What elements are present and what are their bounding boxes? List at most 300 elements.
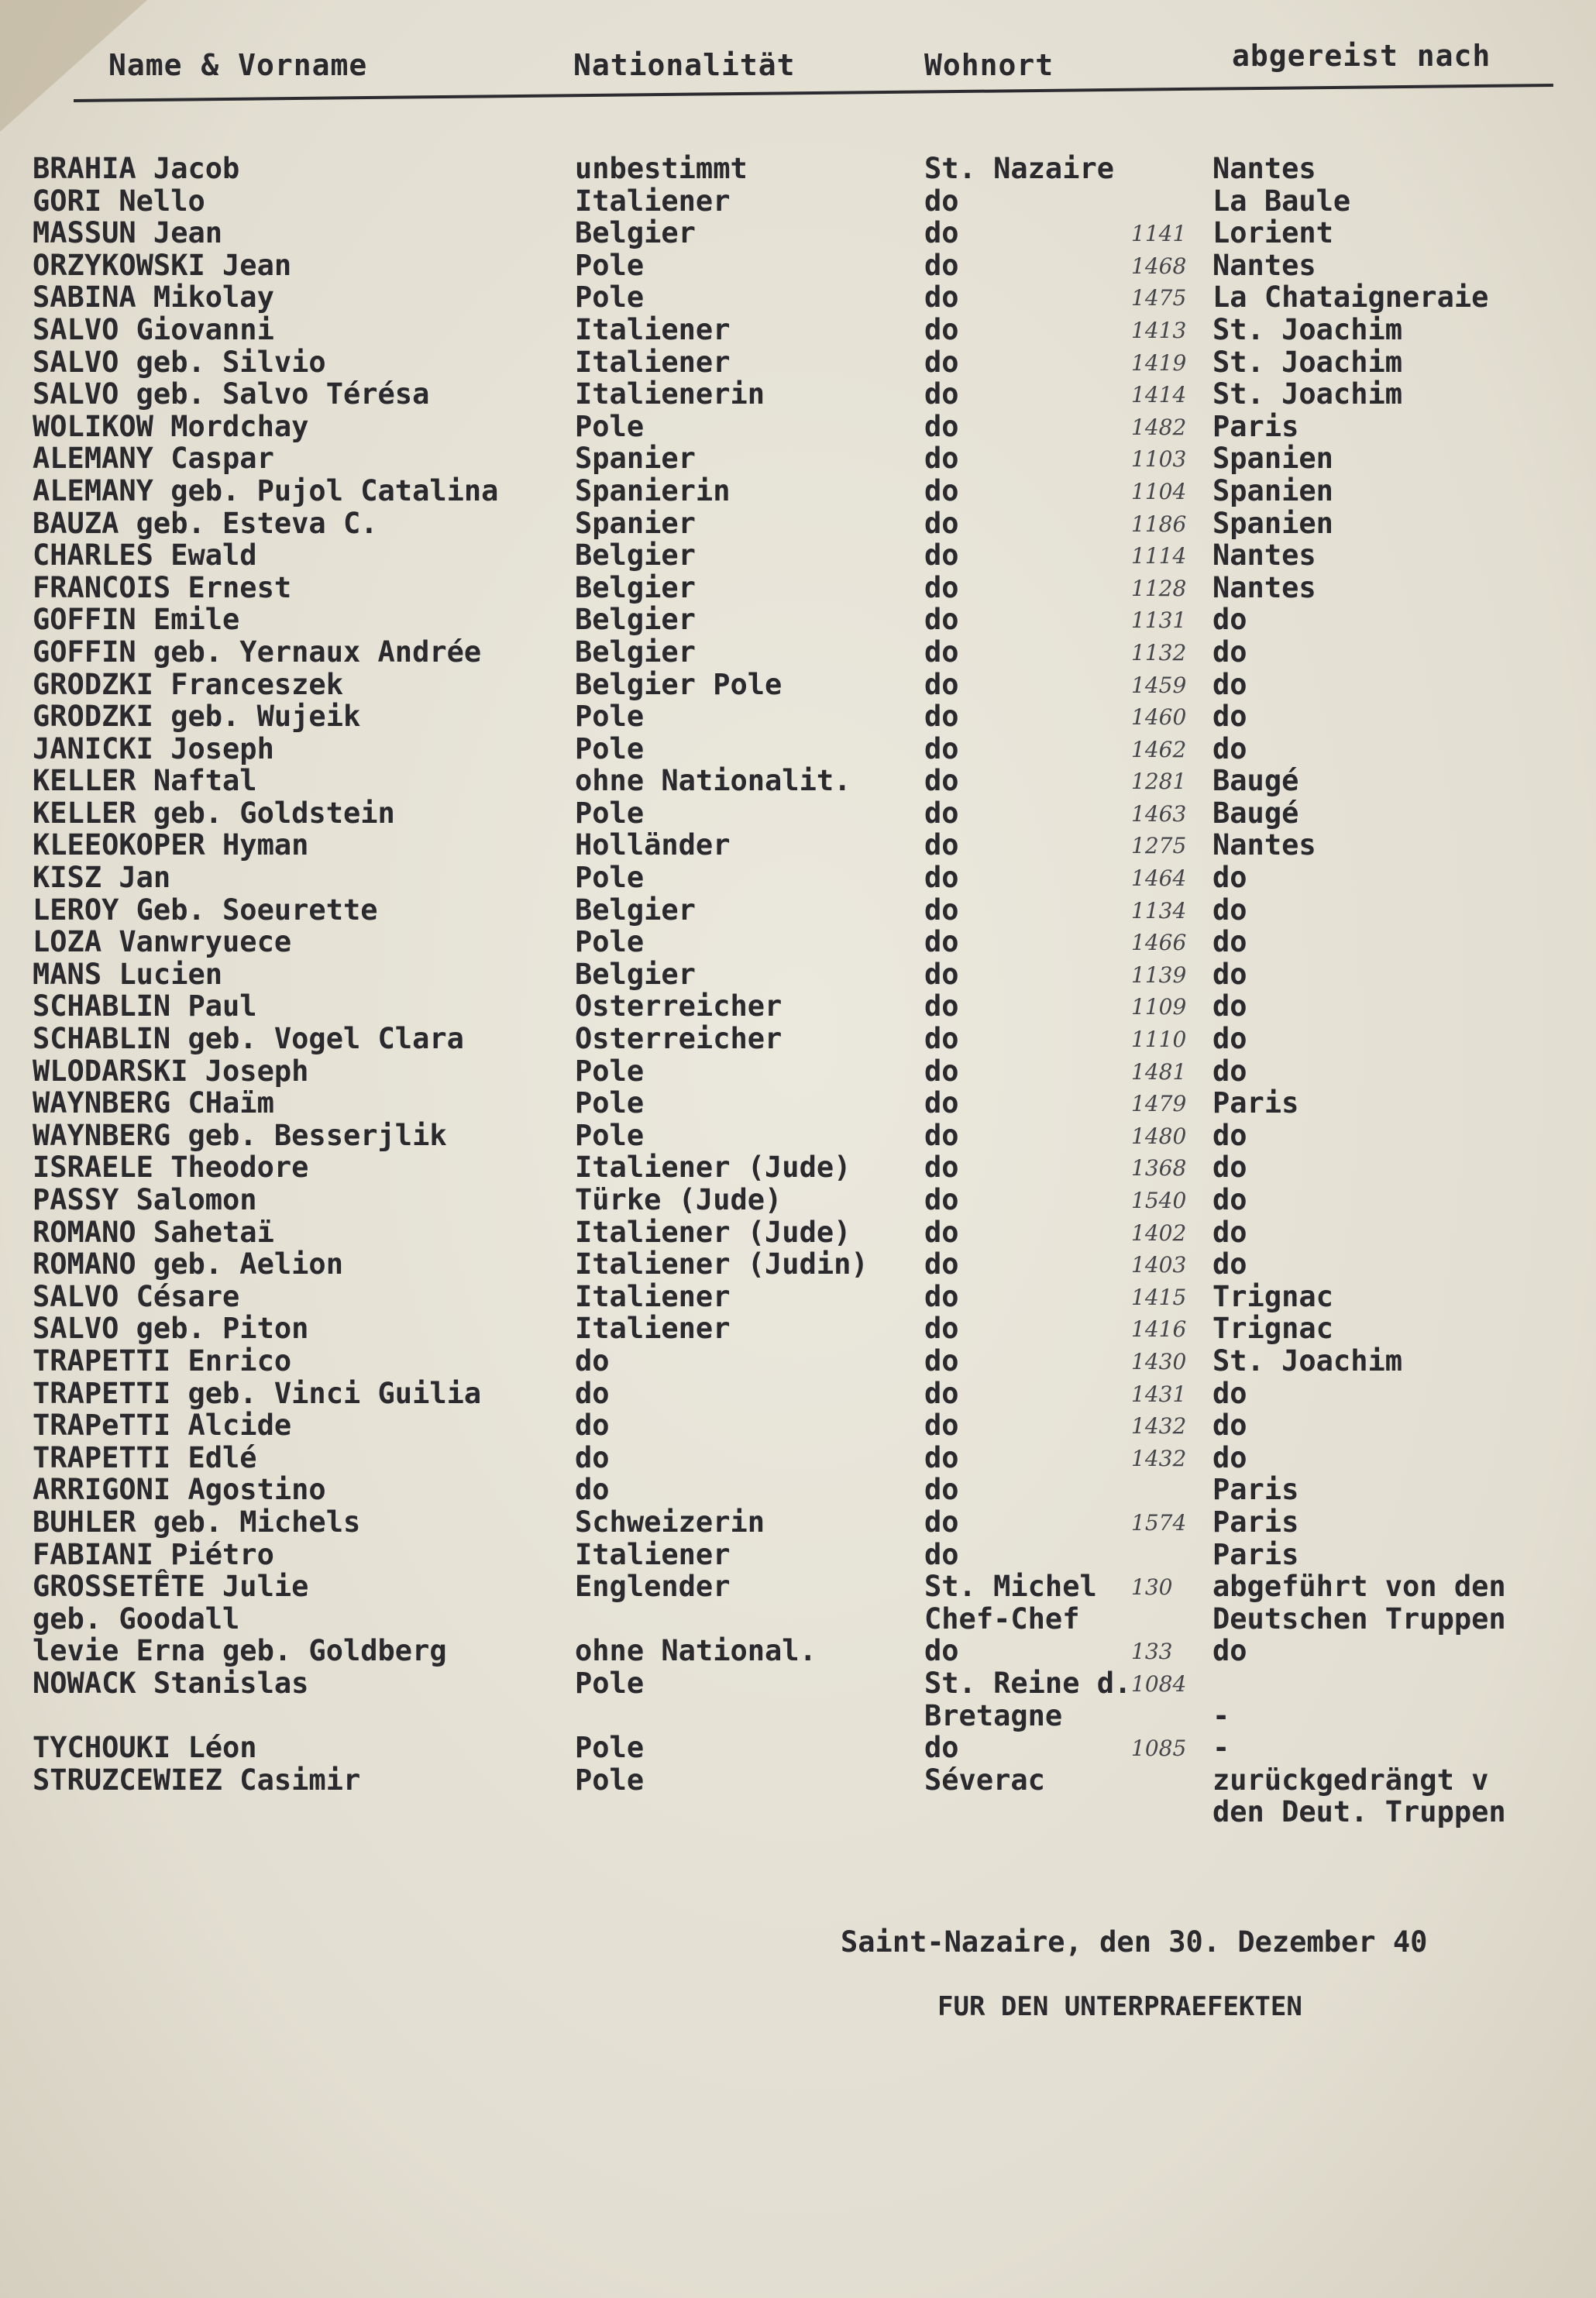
destination-cell: Lorient xyxy=(1212,216,1333,250)
handwritten-number: 1103 xyxy=(1131,446,1187,473)
person-name: levie Erna geb. Goldberg xyxy=(33,1634,447,1668)
destination-cell: Trignac xyxy=(1212,1279,1333,1313)
residence-cell: do xyxy=(924,1118,959,1152)
residence-cell: do xyxy=(924,1634,959,1668)
person-name: ARRIGONI Agostino xyxy=(33,1473,326,1507)
table-row xyxy=(0,184,1596,217)
residence-cell: do xyxy=(924,764,959,798)
table-row xyxy=(0,1151,1596,1183)
person-name: ISRAELE Theodore xyxy=(33,1151,309,1185)
handwritten-number: 1540 xyxy=(1131,1188,1187,1213)
nationality-cell: Belgier xyxy=(575,603,696,637)
header-nationality: Nationalität xyxy=(573,48,796,82)
person-name: ROMANO geb. Aelion xyxy=(33,1247,343,1281)
handwritten-number: 1475 xyxy=(1131,285,1187,311)
place-date: Saint-Nazaire, den 30. Dezember 40 xyxy=(841,1925,1428,1959)
handwritten-number: 1416 xyxy=(1131,1316,1187,1343)
destination-cell: Nantes xyxy=(1212,248,1316,282)
table-row xyxy=(0,700,1596,732)
residence-cell: do xyxy=(924,1343,959,1378)
residence-cell: do xyxy=(924,473,959,507)
handwritten-number: 1480 xyxy=(1131,1123,1187,1149)
residence-cell: do xyxy=(924,1537,959,1571)
person-name: KELLER geb. Goldstein xyxy=(33,796,395,830)
nationality-cell: do xyxy=(575,1440,610,1474)
table-row xyxy=(0,1634,1596,1667)
handwritten-number: 130 xyxy=(1131,1574,1173,1601)
handwritten-number: 1574 xyxy=(1131,1509,1187,1536)
destination-cell: St. Joachim xyxy=(1212,312,1403,346)
handwritten-number: 1114 xyxy=(1131,543,1187,569)
person-name: WLODARSKI Joseph xyxy=(33,1054,309,1088)
table-row xyxy=(0,216,1596,249)
table-row xyxy=(0,249,1596,281)
handwritten-number: 1128 xyxy=(1131,575,1187,601)
residence-cell: do xyxy=(924,1505,959,1539)
table-row xyxy=(0,1699,1596,1732)
destination-cell: do xyxy=(1212,893,1247,927)
table-row xyxy=(0,1119,1596,1151)
nationality-cell: Pole xyxy=(575,409,645,443)
destination-cell: Spanien xyxy=(1212,473,1333,507)
handwritten-number: 133 xyxy=(1131,1639,1173,1665)
handwritten-number: 1275 xyxy=(1131,833,1187,859)
person-name: MASSUN Jean xyxy=(33,216,223,250)
nationality-cell: Belgier Pole xyxy=(575,667,783,701)
destination-cell: Spanien xyxy=(1212,442,1333,476)
table-row xyxy=(0,958,1596,990)
nationality-cell: Osterreicher xyxy=(575,1022,783,1056)
person-name: geb. Goodall xyxy=(33,1601,240,1636)
residence-cell: do xyxy=(924,1086,959,1120)
nationality-cell: Pole xyxy=(575,1763,645,1797)
destination-cell: Paris xyxy=(1212,1505,1299,1539)
person-name: TRAPETTI Enrico xyxy=(33,1343,292,1378)
header-departed-to: abgereist nach xyxy=(1232,39,1491,73)
nationality-cell: Belgier xyxy=(575,216,696,250)
table-row xyxy=(0,861,1596,893)
handwritten-number: 1459 xyxy=(1131,672,1187,698)
handwritten-number: 1432 xyxy=(1131,1413,1187,1440)
destination-cell: do xyxy=(1212,1634,1247,1668)
handwritten-number: 1141 xyxy=(1131,221,1187,247)
nationality-cell: Osterreicher xyxy=(575,989,783,1023)
residence-cell: do xyxy=(924,603,959,637)
table-row xyxy=(0,1505,1596,1538)
handwritten-number: 1482 xyxy=(1131,414,1187,440)
residence-cell: do xyxy=(924,667,959,701)
residence-cell: do xyxy=(924,828,959,862)
destination-cell: zurückgedrängt v xyxy=(1212,1763,1489,1797)
signature-line: FUR DEN UNTERPRAEFEKTEN xyxy=(937,1991,1302,2022)
person-name: ALEMANY Caspar xyxy=(33,442,274,476)
nationality-cell: Italiener (Judin) xyxy=(575,1247,869,1281)
table-row xyxy=(0,764,1596,796)
residence-cell: do xyxy=(924,506,959,540)
residence-cell: do xyxy=(924,216,959,250)
residence-cell: do xyxy=(924,796,959,830)
nationality-cell: Italienerin xyxy=(575,377,765,411)
nationality-cell: ohne National. xyxy=(575,1634,817,1668)
person-name: KELLER Naftal xyxy=(33,764,257,798)
table-row xyxy=(0,603,1596,635)
handwritten-number: 1186 xyxy=(1131,511,1187,537)
handwritten-number: 1131 xyxy=(1131,607,1187,634)
nationality-cell: Italiener (Jude) xyxy=(575,1215,851,1249)
destination-cell: - xyxy=(1212,1731,1230,1765)
nationality-cell: Pole xyxy=(575,1086,645,1120)
person-name: NOWACK Stanislas xyxy=(33,1666,309,1700)
destination-cell: do xyxy=(1212,667,1247,701)
destination-cell: Paris xyxy=(1212,1473,1299,1507)
person-name: ALEMANY geb. Pujol Catalina xyxy=(33,473,499,507)
residence-cell: do xyxy=(924,635,959,669)
table-row xyxy=(0,1538,1596,1570)
table-row xyxy=(0,313,1596,346)
handwritten-number: 1432 xyxy=(1131,1445,1187,1471)
person-name: ORZYKOWSKI Jean xyxy=(33,248,292,282)
nationality-cell: Pole xyxy=(575,925,645,959)
person-name: FRANCOIS Ernest xyxy=(33,570,292,604)
table-row xyxy=(0,1022,1596,1054)
destination-cell: do xyxy=(1212,603,1247,637)
destination-cell: do xyxy=(1212,1054,1247,1088)
table-row xyxy=(0,346,1596,378)
handwritten-number: 1281 xyxy=(1131,769,1187,795)
nationality-cell: ohne Nationalit. xyxy=(575,764,851,798)
residence-cell: do xyxy=(924,312,959,346)
table-row xyxy=(0,925,1596,958)
residence-cell: do xyxy=(924,1054,959,1088)
residence-cell: do xyxy=(924,442,959,476)
nationality-cell: Italiener xyxy=(575,184,731,218)
person-name: JANICKI Joseph xyxy=(33,731,274,765)
table-row xyxy=(0,474,1596,507)
person-name: MANS Lucien xyxy=(33,957,223,991)
person-name: KLEEOKOPER Hyman xyxy=(33,828,309,862)
person-name: GOFFIN Emile xyxy=(33,603,240,637)
person-name: GOFFIN geb. Yernaux Andrée xyxy=(33,635,482,669)
handwritten-number: 1466 xyxy=(1131,930,1187,956)
register-table xyxy=(0,152,1596,1828)
destination-cell: - xyxy=(1212,1698,1230,1732)
nationality-cell: Pole xyxy=(575,1666,645,1700)
destination-cell: Paris xyxy=(1212,409,1299,443)
person-name: TRAPeTTI Alcide xyxy=(33,1409,292,1443)
nationality-cell: Holländer xyxy=(575,828,731,862)
destination-cell: abgeführt von den xyxy=(1212,1570,1506,1604)
nationality-cell: Pole xyxy=(575,796,645,830)
person-name: SALVO geb. Salvo Térésa xyxy=(33,377,430,411)
person-name: SALVO geb. Piton xyxy=(33,1312,309,1346)
nationality-cell: Englender xyxy=(575,1570,731,1604)
handwritten-number: 1110 xyxy=(1131,1027,1187,1053)
header-residence: Wohnort xyxy=(924,48,1054,82)
handwritten-number: 1479 xyxy=(1131,1091,1187,1117)
handwritten-number: 1402 xyxy=(1131,1220,1187,1246)
table-row xyxy=(0,1054,1596,1087)
table-row xyxy=(0,280,1596,313)
table-row xyxy=(0,1344,1596,1377)
handwritten-number: 1463 xyxy=(1131,800,1187,827)
destination-cell: Baugé xyxy=(1212,796,1299,830)
table-row xyxy=(0,635,1596,668)
residence-cell: St. Reine d. xyxy=(924,1666,1132,1700)
person-name: TRAPETTI geb. Vinci Guilia xyxy=(33,1376,482,1410)
nationality-cell: Italiener xyxy=(575,1279,731,1313)
person-name: FABIANI Piétro xyxy=(33,1537,274,1571)
nationality-cell: do xyxy=(575,1473,610,1507)
nationality-cell: Italiener xyxy=(575,1312,731,1346)
handwritten-number: 1368 xyxy=(1131,1155,1187,1182)
destination-cell: Spanien xyxy=(1212,506,1333,540)
residence-cell: do xyxy=(924,570,959,604)
table-row xyxy=(0,1216,1596,1248)
residence-cell: do xyxy=(924,1473,959,1507)
nationality-cell: Italiener xyxy=(575,1537,731,1571)
handwritten-number: 1139 xyxy=(1131,962,1187,988)
person-name: WAYNBERG CHaïm xyxy=(33,1086,274,1120)
residence-cell: do xyxy=(924,893,959,927)
residence-cell: do xyxy=(924,1022,959,1056)
destination-cell: do xyxy=(1212,925,1247,959)
destination-cell: La Chataigneraie xyxy=(1212,280,1489,315)
destination-cell: do xyxy=(1212,731,1247,765)
destination-cell: St. Joachim xyxy=(1212,1343,1403,1378)
table-row xyxy=(0,1280,1596,1312)
nationality-cell: unbestimmt xyxy=(575,152,748,185)
nationality-cell: Italiener xyxy=(575,312,731,346)
nationality-cell: Spanier xyxy=(575,442,696,476)
table-row xyxy=(0,1377,1596,1409)
person-name: SCHABLIN geb. Vogel Clara xyxy=(33,1022,464,1056)
residence-cell: do xyxy=(924,538,959,573)
nationality-cell: Belgier xyxy=(575,570,696,604)
person-name: KISZ Jan xyxy=(33,861,171,895)
table-row xyxy=(0,507,1596,539)
destination-cell: do xyxy=(1212,1183,1247,1216)
table-row xyxy=(0,571,1596,604)
destination-cell: do xyxy=(1212,957,1247,991)
table-row xyxy=(0,442,1596,474)
nationality-cell: Pole xyxy=(575,1731,645,1765)
table-row xyxy=(0,668,1596,700)
nationality-cell: Spanierin xyxy=(575,473,731,507)
person-name: TRAPETTI Edlé xyxy=(33,1440,257,1474)
person-name: BRAHIA Jacob xyxy=(33,152,240,185)
residence-cell: do xyxy=(924,1409,959,1443)
table-row xyxy=(0,377,1596,410)
handwritten-number: 1460 xyxy=(1131,704,1187,731)
nationality-cell: Italiener (Jude) xyxy=(575,1151,851,1185)
handwritten-number: 1084 xyxy=(1131,1670,1187,1697)
person-name: SALVO geb. Silvio xyxy=(33,345,326,379)
handwritten-number: 1430 xyxy=(1131,1348,1187,1374)
handwritten-number: 1109 xyxy=(1131,994,1187,1020)
residence-cell: do xyxy=(924,1247,959,1281)
destination-cell: den Deut. Truppen xyxy=(1212,1795,1506,1829)
residence-cell: do xyxy=(924,925,959,959)
destination-cell: do xyxy=(1212,1022,1247,1056)
handwritten-number: 1462 xyxy=(1131,736,1187,762)
residence-cell: Bretagne xyxy=(924,1698,1063,1732)
person-name: SALVO Césare xyxy=(33,1279,240,1313)
table-row xyxy=(0,828,1596,861)
handwritten-number: 1464 xyxy=(1131,865,1187,892)
handwritten-number: 1085 xyxy=(1131,1736,1187,1762)
destination-cell: do xyxy=(1212,989,1247,1023)
person-name: LEROY Geb. Soeurette xyxy=(33,893,378,927)
table-row xyxy=(0,1086,1596,1119)
person-name: WOLIKOW Mordchay xyxy=(33,409,309,443)
nationality-cell: Belgier xyxy=(575,957,696,991)
residence-cell: do xyxy=(924,731,959,765)
table-row xyxy=(0,1409,1596,1441)
header-rule xyxy=(74,84,1553,102)
person-name: GRODZKI geb. Wujeik xyxy=(33,700,361,734)
destination-cell: do xyxy=(1212,635,1247,669)
table-row xyxy=(0,1247,1596,1280)
residence-cell: do xyxy=(924,1731,959,1765)
nationality-cell: Pole xyxy=(575,1054,645,1088)
residence-cell: St. Michel xyxy=(924,1570,1097,1604)
destination-cell: do xyxy=(1212,1215,1247,1249)
destination-cell: Deutschen Truppen xyxy=(1212,1601,1506,1636)
handwritten-number: 1132 xyxy=(1131,639,1187,666)
table-row xyxy=(0,538,1596,571)
table-row xyxy=(0,732,1596,765)
destination-cell: Paris xyxy=(1212,1086,1299,1120)
residence-cell: do xyxy=(924,989,959,1023)
person-name: GROSSETÊTE Julie xyxy=(33,1570,309,1604)
person-name: SABINA Mikolay xyxy=(33,280,274,315)
person-name: ROMANO Sahetaï xyxy=(33,1215,274,1249)
nationality-cell: Belgier xyxy=(575,893,696,927)
destination-cell: La Baule xyxy=(1212,184,1351,218)
table-row xyxy=(0,152,1596,184)
handwritten-number: 1481 xyxy=(1131,1058,1187,1085)
person-name: CHARLES Ewald xyxy=(33,538,257,573)
destination-cell: Nantes xyxy=(1212,152,1316,185)
table-row xyxy=(0,1731,1596,1763)
residence-cell: do xyxy=(924,409,959,443)
destination-cell: do xyxy=(1212,700,1247,734)
nationality-cell: Pole xyxy=(575,700,645,734)
residence-cell: do xyxy=(924,1440,959,1474)
handwritten-number: 1431 xyxy=(1131,1381,1187,1407)
table-row xyxy=(0,1602,1596,1635)
residence-cell: do xyxy=(924,184,959,218)
destination-cell: do xyxy=(1212,1247,1247,1281)
person-name: LOZA Vanwryuece xyxy=(33,925,292,959)
person-name: BUHLER geb. Michels xyxy=(33,1505,361,1539)
residence-cell: do xyxy=(924,377,959,411)
destination-cell: St. Joachim xyxy=(1212,345,1403,379)
person-name: TYCHOUKI Léon xyxy=(33,1731,257,1765)
nationality-cell: Belgier xyxy=(575,635,696,669)
table-row xyxy=(0,1795,1596,1828)
nationality-cell: Pole xyxy=(575,280,645,315)
destination-cell: do xyxy=(1212,861,1247,895)
table-row xyxy=(0,1763,1596,1796)
person-name: PASSY Salomon xyxy=(33,1183,257,1216)
destination-cell: Nantes xyxy=(1212,828,1316,862)
residence-cell: St. Nazaire xyxy=(924,152,1115,185)
destination-cell: Baugé xyxy=(1212,764,1299,798)
handwritten-number: 1415 xyxy=(1131,1284,1187,1310)
table-row xyxy=(0,1473,1596,1505)
table-row xyxy=(0,1570,1596,1602)
person-name: SALVO Giovanni xyxy=(33,312,274,346)
residence-cell: do xyxy=(924,1151,959,1185)
destination-cell: do xyxy=(1212,1440,1247,1474)
residence-cell: do xyxy=(924,248,959,282)
nationality-cell: do xyxy=(575,1343,610,1378)
person-name: BAUZA geb. Esteva C. xyxy=(33,506,378,540)
table-row xyxy=(0,410,1596,442)
residence-cell: do xyxy=(924,1376,959,1410)
person-name: WAYNBERG geb. Besserjlik xyxy=(33,1118,447,1152)
handwritten-number: 1104 xyxy=(1131,478,1187,504)
residence-cell: do xyxy=(924,957,959,991)
table-row xyxy=(0,1312,1596,1344)
nationality-cell: Pole xyxy=(575,1118,645,1152)
destination-cell: Trignac xyxy=(1212,1312,1333,1346)
header-name: Name & Vorname xyxy=(108,48,368,82)
nationality-cell: Pole xyxy=(575,731,645,765)
table-row xyxy=(0,1667,1596,1699)
nationality-cell: Italiener xyxy=(575,345,731,379)
residence-cell: do xyxy=(924,861,959,895)
residence-cell: do xyxy=(924,345,959,379)
table-row xyxy=(0,989,1596,1022)
nationality-cell: Belgier xyxy=(575,538,696,573)
destination-cell: do xyxy=(1212,1118,1247,1152)
residence-cell: do xyxy=(924,1215,959,1249)
nationality-cell: Türke (Jude) xyxy=(575,1183,783,1216)
person-name: SCHABLIN Paul xyxy=(33,989,257,1023)
residence-cell: do xyxy=(924,1279,959,1313)
handwritten-number: 1403 xyxy=(1131,1252,1187,1278)
table-row xyxy=(0,893,1596,926)
person-name: STRUZCEWIEZ Casimir xyxy=(33,1763,361,1797)
destination-cell: do xyxy=(1212,1376,1247,1410)
person-name: GORI Nello xyxy=(33,184,205,218)
destination-cell: Paris xyxy=(1212,1537,1299,1571)
nationality-cell: Pole xyxy=(575,861,645,895)
handwritten-number: 1468 xyxy=(1131,253,1187,279)
handwritten-number: 1419 xyxy=(1131,349,1187,376)
residence-cell: Séverac xyxy=(924,1763,1045,1797)
nationality-cell: Spanier xyxy=(575,506,696,540)
nationality-cell: Pole xyxy=(575,248,645,282)
nationality-cell: do xyxy=(575,1409,610,1443)
table-row xyxy=(0,796,1596,829)
handwritten-number: 1414 xyxy=(1131,382,1187,408)
person-name: GRODZKI Franceszek xyxy=(33,667,343,701)
residence-cell: do xyxy=(924,700,959,734)
destination-cell: Nantes xyxy=(1212,570,1316,604)
destination-cell: Nantes xyxy=(1212,538,1316,573)
nationality-cell: do xyxy=(575,1376,610,1410)
destination-cell: do xyxy=(1212,1409,1247,1443)
nationality-cell: Schweizerin xyxy=(575,1505,765,1539)
residence-cell: Chef-Chef xyxy=(924,1601,1080,1636)
table-row xyxy=(0,1183,1596,1216)
destination-cell: St. Joachim xyxy=(1212,377,1403,411)
handwritten-number: 1134 xyxy=(1131,897,1187,924)
handwritten-number: 1413 xyxy=(1131,317,1187,343)
